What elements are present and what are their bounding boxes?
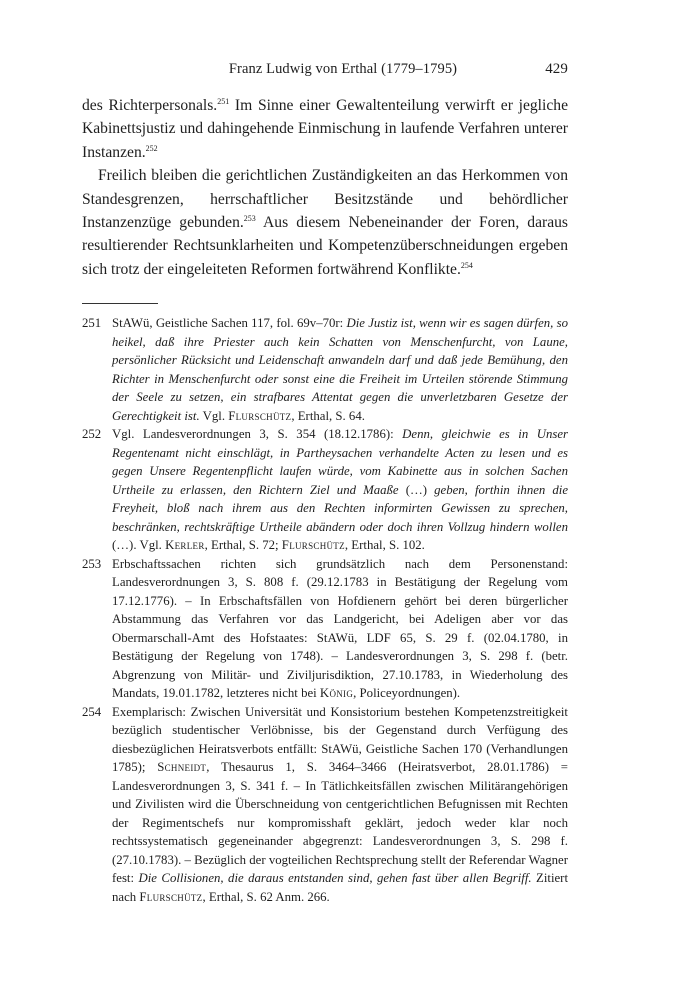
author-name: Flurschütz: [139, 889, 203, 904]
text-run: Aus diesem Nebeneinander der Foren, daraus resultierender Rechtsunklarheiten und Kompetenzüberschneidungen ergeben sich trotz der eingeleiteten Reformen fortwährend Konflikte.: [82, 214, 568, 278]
footnote-ref-254[interactable]: 254: [460, 260, 473, 270]
quotation: Die Justiz ist, wenn wir es sagen dürfen, so heikel, daß ihre Priester auch kein Schatten von Menschenfurcht, von Laune, persönlicher Rücksicht und Leidenschaft anwandeln darf und daß jede Bemühung, den Richter in Menschenfurcht oder sonst eine die Freiheit im Urteilen störende Stimmung der Seele zu setzen, ein strafbares Attentat gegen die unverletzbaren Gesetze der Gerechtigkeit ist.: [112, 316, 568, 423]
footnote-number: 254: [82, 704, 102, 719]
footnote-text: [112, 316, 568, 423]
text-run: StAWü, Geistliche Sachen 117, fol. 69v–70r:: [112, 316, 347, 330]
text-run: Vgl.: [199, 408, 229, 423]
text-run: , Erthal, S. 62 Anm. 266.: [202, 889, 330, 904]
footnote-text: [112, 557, 568, 701]
text-run: Zitiert nach: [112, 871, 568, 904]
footnote-number: 253: [82, 556, 102, 571]
footnotes: [82, 314, 568, 906]
footnote-ref-253[interactable]: 253: [243, 214, 256, 224]
main-text: [82, 94, 568, 281]
text-run: , Policeyordnungen).: [353, 686, 461, 700]
footnote-251: [82, 314, 568, 425]
text-run: Vgl. Landesverordnungen 3, S. 354 (18.12.1786):: [112, 427, 403, 441]
footnote-252: [82, 425, 568, 555]
footnote-ref-251[interactable]: 251: [217, 97, 230, 106]
paragraph-2: [82, 164, 568, 281]
text-run: des Richterpersonals.: [82, 97, 218, 114]
text-run: (…): [398, 482, 435, 497]
footnote-number: 252: [82, 427, 102, 441]
text-run: , Erthal, S. 64.: [291, 408, 365, 423]
quotation: geben, forthin ihnen die Freyheit, bloß nach ihrem aus den Rechten informirten Gewissen zu sprechen, beschränken, rechtskräftige Urtheile abändern oder doch ihren Vollzug hindern wollen: [112, 482, 569, 534]
quotation: Die Collisionen, die daraus entstanden sind, gehen fast über allen Begriff.: [138, 871, 532, 885]
author-name: Flurschütz: [281, 538, 345, 552]
running-title: Franz Ludwig von Erthal (1779–1795): [228, 61, 458, 77]
footnote-253: [82, 555, 568, 703]
footnote-divider: [82, 303, 158, 304]
text-run: Freilich bleiben die gerichtlichen Zuständigkeiten an das Herkommen von Standesgrenzen, herrschaftlicher Besitzstände und behördlicher Instanzenzüge gebunden.: [82, 167, 568, 232]
paragraph-1: [82, 94, 568, 164]
text-run: (…). Vgl.: [112, 538, 166, 552]
author-name: Schneidt: [157, 760, 207, 774]
footnote-254: [82, 703, 568, 907]
footnote-text: [112, 427, 568, 552]
quotation: Denn, gleichwie es in Unser Regentenamt nicht einschlägt, in Partheysachen verhandelte Acten zu lesen und es gegen Unsere Regentenpflicht laufen würde, vom Kabinette aus in solchen Sachen Urtheile zu erlassen, den Richtern Ziel und Maaße: [112, 427, 568, 497]
footnote-text: [112, 705, 568, 904]
text-run: , Thesaurus 1, S. 3464–3466 (Heiratsverbot, 28.01.1786) = Landesverordnungen 3, S. 341 f. – In Tätlichkeitsfällen zwischen Militärangehörigen und Zivilisten wird die Überschneidung von centgerichtlichen Befugnissen mit Rechten der Regimentschefs nur kompromisshaft geklärt, jedoch weder klar noch rechtssystematisch gegeneinander abgegrenzt: Landesverordnungen 3, S. 298 f. (27.10.1783). – Bezüglich der vogteilichen Rechtsprechung stellt der Referendar Wagner fest:: [112, 760, 568, 885]
page-number: 429: [545, 61, 568, 77]
text-run: , Erthal, S. 72;: [204, 538, 282, 552]
text-run: Exemplarisch: Zwischen Universität und Konsistorium bestehen Kompetenzstreitigkeit bezüglich studentischer Verlöbnisse, bis der Gegenstand durch Verfügung des diesbezüglichen Heiratsverbots entfällt: StAWü, Geistliche Sachen 170 (Verhandlungen 1785);: [112, 704, 568, 774]
text-run: , Erthal, S. 102.: [344, 538, 425, 552]
text-run: Im Sinne einer Gewaltenteilung verwirft er jegliche Kabinettsjustiz und dahingehende Einmischung in laufende Verfahren unterer Instanzen.: [82, 97, 568, 161]
author-name: König: [319, 686, 354, 700]
text-run: Erbschaftssachen richten sich grundsätzlich nach dem Personenstand: Landesverordnungen 3, S. 808 f. (29.12.1783 in Bestätigung der Regelung vom 17.12.1776). – In Erbschaftsfällen von Hofdienern gehört bei deren bürgerlicher Abstammung das Verfahren vor das Landgericht, bei Adeligen aber vor das Obermarschall-Amt des Hofstaates: StAWü, LDF 65, S. 29 f. (02.04.1780, in Bestätigung der Regelung von 1748). – Landesverordnungen 3, S. 298 f. (betr. Abgrenzung von Militär- und Ziviljurisdiktion, 27.10.1783, in Wiederholung des Mandats, 19.01.1782, letzteres nicht bei: [112, 556, 568, 700]
footnote-number: 251: [82, 316, 102, 330]
author-name: Kerler: [165, 538, 205, 552]
running-head: [82, 61, 568, 81]
author-name: Flurschütz: [228, 408, 292, 423]
footnote-ref-252[interactable]: 252: [145, 143, 158, 153]
